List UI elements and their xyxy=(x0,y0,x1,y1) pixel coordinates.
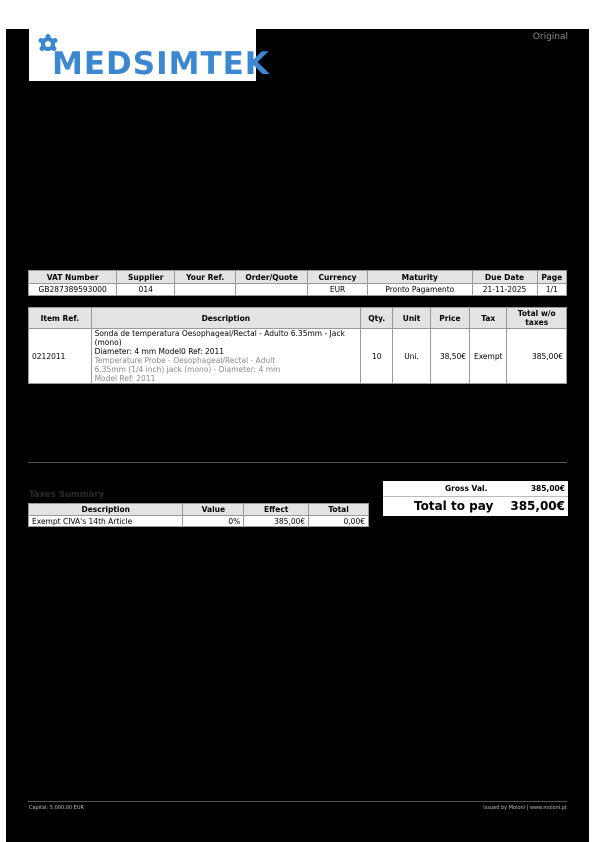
your-ref-value xyxy=(175,284,236,296)
taxes-summary-table xyxy=(28,503,369,527)
document-copy-label: Original xyxy=(532,32,568,42)
header-qty: Qty. xyxy=(361,308,393,329)
table-row xyxy=(29,516,369,527)
footer-capital-text: Capital: 5.000,00 EUR xyxy=(29,805,84,811)
header-total-wo-taxes: Total w/o taxes xyxy=(507,308,567,329)
description-line: Sonda de temperatura Oesophageal/Rectal - Adulto 6.35mm - Jack (mono) xyxy=(94,329,345,347)
header-order-quote: Order/Quote xyxy=(236,271,308,284)
taxes-header-row xyxy=(29,504,369,516)
item-price-cell: 38,50€ xyxy=(430,329,469,384)
vat-number-value: GB287389593000 xyxy=(29,284,117,296)
tax-value-cell: 0% xyxy=(183,516,244,527)
item-description-cell xyxy=(91,329,361,384)
totals-box xyxy=(383,481,568,516)
document-info-table xyxy=(28,270,567,296)
totals-divider xyxy=(383,496,568,497)
header-tax-value: Value xyxy=(183,504,244,516)
document-page xyxy=(6,29,589,842)
header-description: Description xyxy=(91,308,361,329)
description-sub-line: 6.35mm (1/4 inch) jack (mono) - Diameter: 4 mm xyxy=(94,365,281,374)
footer-divider xyxy=(28,801,567,802)
line-items-table xyxy=(28,307,567,384)
info-header-row xyxy=(29,271,567,284)
item-unit-cell: Uni. xyxy=(393,329,430,384)
item-qty-cell: 10 xyxy=(361,329,393,384)
tax-total-cell: 0,00€ xyxy=(309,516,369,527)
description-sub-line: Model Ref: 2011 xyxy=(94,374,156,383)
info-value-row xyxy=(29,284,567,296)
tax-description-cell: Exempt CIVA's 14th Article xyxy=(29,516,183,527)
due-date-value: 21-11-2025 xyxy=(472,284,537,296)
section-divider xyxy=(28,462,567,463)
header-page: Page xyxy=(537,271,567,284)
description-line: Diameter: 4 mm Model0 Ref: 2011 xyxy=(94,347,225,356)
header-tax: Tax xyxy=(470,308,507,329)
item-total-cell: 385,00€ xyxy=(507,329,567,384)
supplier-value: 014 xyxy=(117,284,175,296)
header-your-ref: Your Ref. xyxy=(175,271,236,284)
header-tax-effect: Effect xyxy=(244,504,309,516)
company-logo xyxy=(29,29,270,82)
header-maturity: Maturity xyxy=(368,271,473,284)
header-due-date: Due Date xyxy=(472,271,537,284)
items-header-row xyxy=(29,308,567,329)
footer-issuer-text: Issued by Moloni | www.moloni.pt xyxy=(483,805,567,811)
header-price: Price xyxy=(430,308,469,329)
header-unit: Unit xyxy=(393,308,430,329)
header-vat-number: VAT Number xyxy=(29,271,117,284)
total-to-pay-label: Total to pay xyxy=(414,499,494,513)
gross-value-label: Gross Val. xyxy=(445,484,488,493)
description-sub-line: Temperature Probe - Oesophageal/Rectal - Adult xyxy=(94,356,276,365)
order-quote-value xyxy=(236,284,308,296)
maturity-value: Pronto Pagamento xyxy=(368,284,473,296)
header-tax-total: Total xyxy=(309,504,369,516)
header-item-ref: Item Ref. xyxy=(29,308,92,329)
table-row xyxy=(29,329,567,384)
page-value: 1/1 xyxy=(537,284,567,296)
header-tax-description: Description xyxy=(29,504,183,516)
header-currency: Currency xyxy=(308,271,368,284)
total-to-pay-amount: 385,00€ xyxy=(510,499,565,513)
taxes-summary-title: Taxes Summary xyxy=(29,490,105,500)
header-supplier: Supplier xyxy=(117,271,175,284)
currency-value: EUR xyxy=(308,284,368,296)
item-ref-cell: 0212011 xyxy=(29,329,92,384)
logo-wordmark: MEDSIMTEK xyxy=(52,46,270,82)
tax-effect-cell: 385,00€ xyxy=(244,516,309,527)
gross-value-amount: 385,00€ xyxy=(530,484,565,493)
item-tax-cell: Exempt xyxy=(470,329,507,384)
